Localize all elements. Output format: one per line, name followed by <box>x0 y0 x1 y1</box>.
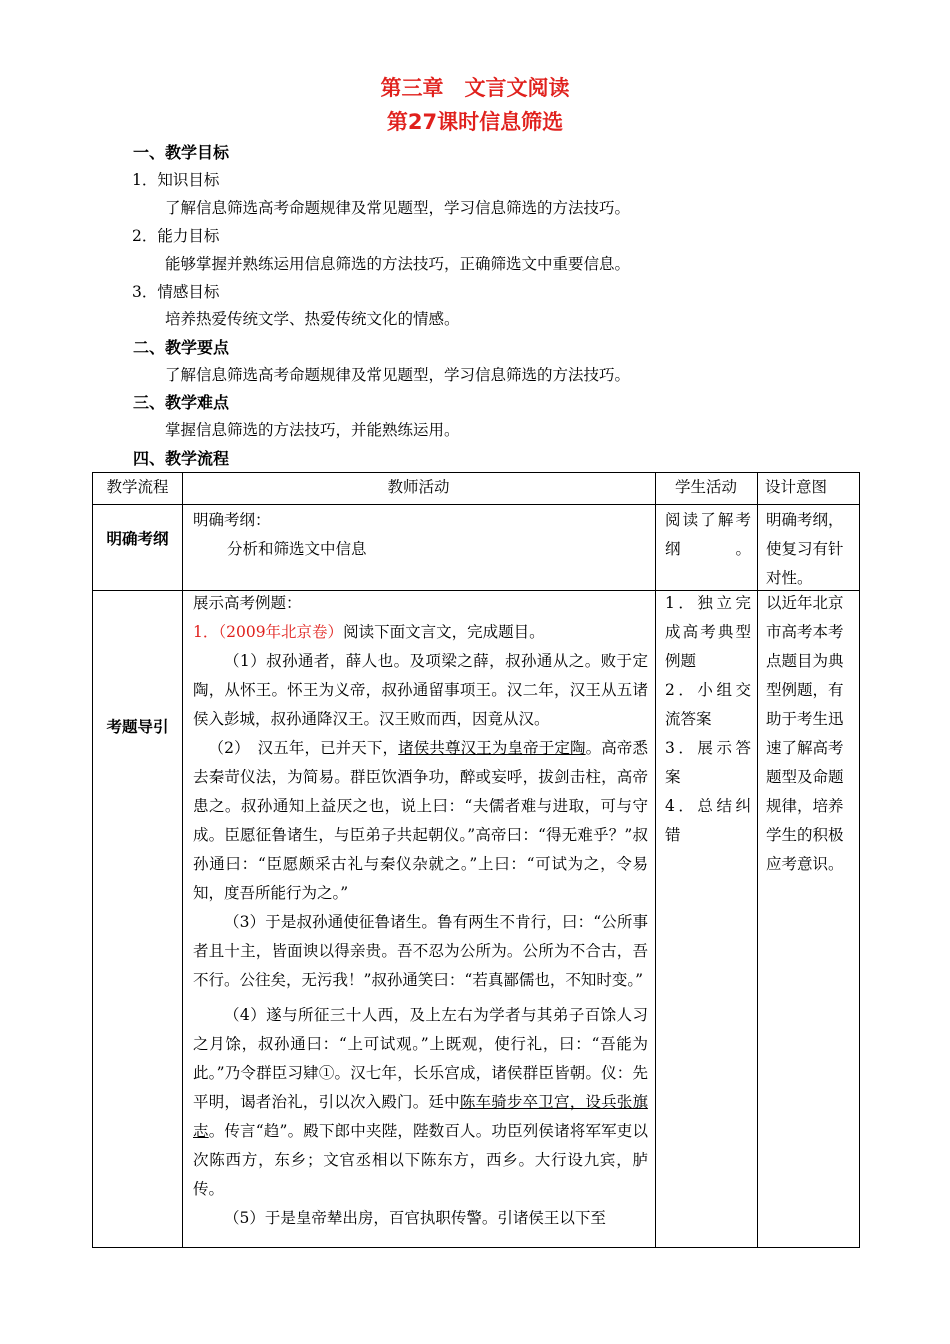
section-1-item-1-text: 了解信息筛选高考命题规律及常见题型，学习信息筛选的方法技巧。 <box>165 199 631 217</box>
section-3-text: 掌握信息筛选的方法技巧，并能熟练运用。 <box>165 421 460 439</box>
row1-student <box>665 506 751 564</box>
passage-paragraph-4: （4）遂与所征三十人西，及上左右为学者与其弟子百馀人习之月馀，叔孙通曰：“上可试观。”上既观，使行礼，曰：“吾能为此。”乃令群臣习肄①。汉七年，长乐宫成，诸侯群臣皆朝。仪：先平明，谒者治礼，引以次入殿门。廷中陈车骑步卒卫宫，设兵张旗志。传言“趋”。殿下郎中夹陛，陛数百人。功臣列侯诸将军军吏以次陈西方，东乡；文官丞相以下陈东方，西乡。大行设九宾，胪传。 <box>193 1006 648 1198</box>
section-1-item-2: 2．能力目标 <box>132 227 220 245</box>
row1-teacher-line2: 分析和筛选文中信息 <box>227 540 367 558</box>
section-2-heading: 二、教学要点 <box>133 338 230 357</box>
row1-intent: 明确考纲，使复习有针对性。 <box>766 511 844 587</box>
row-divider <box>93 504 859 505</box>
section-1-item-2-text: 能够掌握并熟练运用信息筛选的方法技巧，正确筛选文中重要信息。 <box>165 255 631 273</box>
header-student: 学生活动 <box>674 478 737 496</box>
underlined-sentence: 陈车骑步卒卫宫，设兵张旗志 <box>193 1093 648 1140</box>
row2-teacher <box>193 589 648 1247</box>
header-intent: 设计意图 <box>765 478 828 496</box>
passage-paragraph-2: （2） 汉五年，已并天下，诸侯共尊汉王为皇帝于定陶。高帝悉去秦苛仪法，为简易。群臣饮酒争功，醉或妄呼，拔剑击柱，高帝患之。叔孙通知上益厌之也，说上曰：“夫儒者难与进取，可与守成。臣愿征鲁诸生，与臣弟子共起朝仪。”高帝曰：“得无难乎？”叔孙通曰：“臣愿颇采古礼与秦仪杂就之。”上曰：“可试为之，令易知，度吾所能行为之。” <box>193 739 648 902</box>
student-step: 1．独立完成高考典型例题 <box>665 594 751 670</box>
row2-intro: 展示高考例题： <box>193 594 302 612</box>
chapter-title: 第三章 文言文阅读 <box>380 76 570 100</box>
lesson-title: 第27课时信息筛选 <box>386 110 564 134</box>
student-step: 2．小组交流答案 <box>665 681 751 728</box>
section-1-item-3-text: 培养热爱传统文学、热爱传统文化的情感。 <box>165 310 460 328</box>
row1-student-text: 阅读了解考纲。 <box>665 511 751 558</box>
student-step: 4．总结纠错 <box>665 797 751 844</box>
section-4-heading: 四、教学流程 <box>133 449 230 468</box>
section-1-item-3: 3．情感目标 <box>132 283 220 301</box>
row2-question <box>193 618 648 647</box>
teaching-flow-table <box>92 472 860 1248</box>
section-1-heading: 一、教学目标 <box>133 143 230 162</box>
passage-paragraph-1: （1）叔孙通者，薛人也。及项梁之薛，叔孙通从之。败于定陶，从怀王。怀王为义帝，叔孙通留事项王。汉二年，汉王从五诸侯入彭城，叔孙通降汉王。汉王败而西，因竟从汉。 <box>193 652 648 728</box>
row2-stage: 考题导引 <box>106 718 169 736</box>
passage-paragraph-5: （5）于是皇帝辇出房，百官执职传警。引诸侯王以下至 <box>224 1209 606 1227</box>
header-teacher: 教师活动 <box>387 478 450 496</box>
question-number: 1．（2009年北京卷） <box>193 623 344 641</box>
section-2-text: 了解信息筛选高考命题规律及常见题型，学习信息筛选的方法技巧。 <box>165 366 631 384</box>
row2-student <box>665 589 751 850</box>
passage-paragraph-3: （3）于是叔孙通使征鲁诸生。鲁有两生不肯行，曰：“公所事者且十主，皆面谀以得亲贵。吾不忍为公所为。公所为不合古，吾不行。公往矣，无污我！”叔孙通笑曰：“若真鄙儒也，不知时变。” <box>193 913 648 989</box>
row1-stage: 明确考纲 <box>106 530 169 548</box>
header-stage: 教学流程 <box>106 478 169 496</box>
row2-intent: 以近年北京市高考本考点题目为典型例题，有助于考生迅速了解高考题型及命题规律，培养学生的积极应考意识。 <box>766 594 844 873</box>
student-step: 3．展示答案 <box>665 739 751 786</box>
row1-teacher-line1: 明确考纲： <box>193 511 271 529</box>
section-1-item-1: 1．知识目标 <box>132 171 220 189</box>
question-text: 阅读下面文言文，完成题目。 <box>343 623 545 641</box>
underlined-sentence: 诸侯共尊汉王为皇帝于定陶 <box>398 739 586 757</box>
row1-teacher <box>193 506 648 564</box>
section-3-heading: 三、教学难点 <box>133 393 230 412</box>
